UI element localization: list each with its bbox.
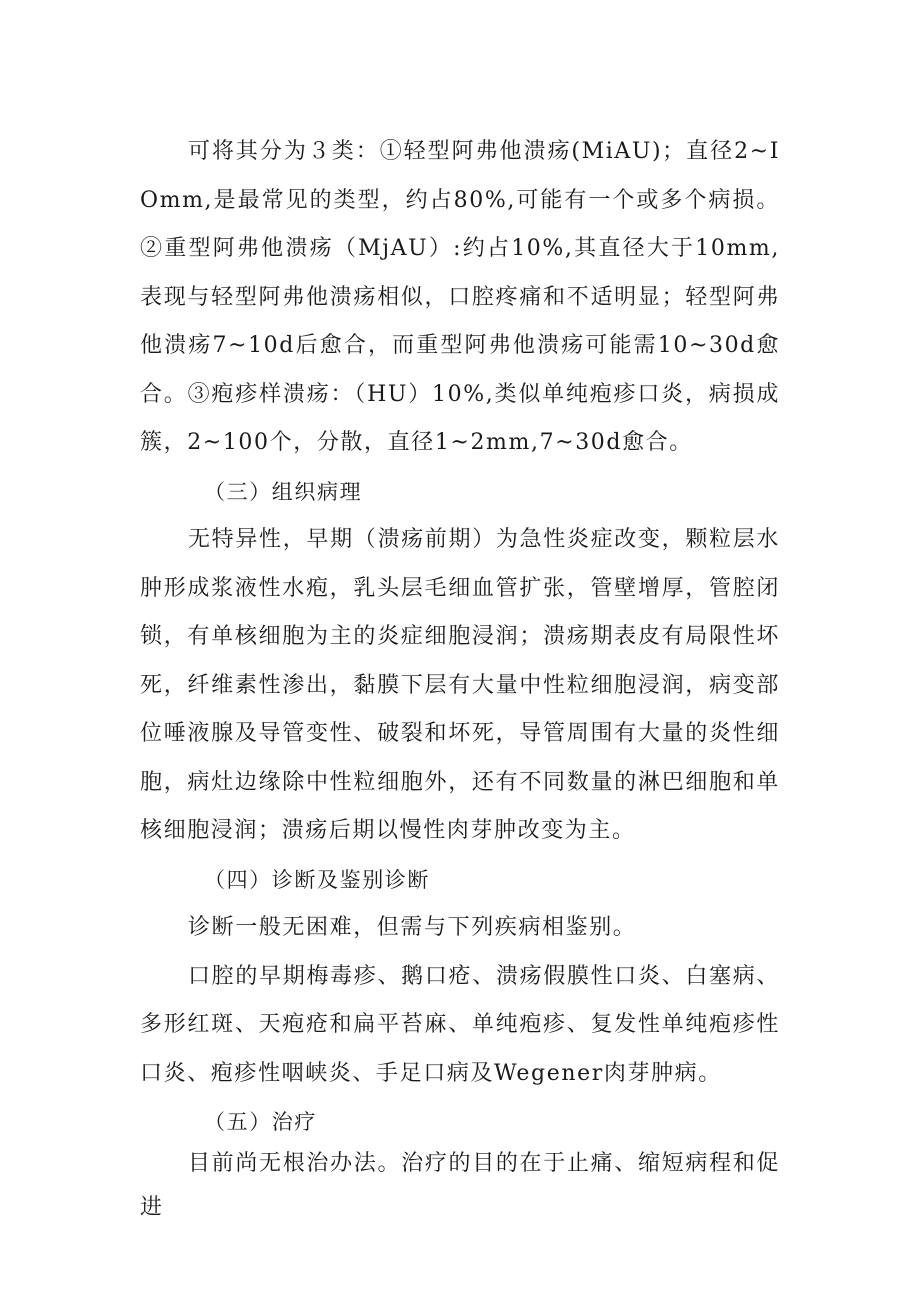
heading-treatment: （五）治疗 [204,1110,317,1134]
document-body [140,128,780,1230]
paragraph-treatment: 目前尚无根治办法。治疗的目的在于止痛、缩短病程和促进 [140,1151,780,1220]
heading-diagnosis: （四）诊断及鉴别诊断 [204,867,430,892]
paragraph-classification: 可将其分为３类：①轻型阿弗他溃疡(MiAU)；直径2~IOmm,是最常见的类型，约占80%,可能有一个或多个病损。②重型阿弗他溃疡（MjAU）:约占10%,其直径大于10mm,表现与轻型阿弗他溃疡相似，口腔疼痛和不适明显；轻型阿弗他溃疡7~10d后愈合，而重型阿弗他溃疡可能需10~30d愈合。③疱疹样溃疡：（HU）10%,类似单纯疱疹口炎，病损成簇，2~100个，分散，直径1~2mm,7~30d愈合。 [140,139,780,455]
heading-pathology: （三）组织病理 [204,479,363,504]
paragraph-differential: 口腔的早期梅毒疹、鹅口疮、溃疡假膜性口炎、白塞病、多形红斑、天疱疮和扁平苔麻、单纯疱疹、复发性单纯疱疹性口炎、疱疹性咽峡炎、手足口病及Wegener肉芽肿病。 [140,963,780,1086]
paragraph-pathology: 无特异性，早期（溃疡前期）为急性炎症改变，颗粒层水肿形成浆液性水疱，乳头层毛细血管扩张，管壁增厚，管腔闭锁，有单核细胞为主的炎症细胞浸润；溃疡期表皮有局限性坏死，纤维素性渗出，黏膜下层有大量中性粒细胞浸润，病变部位唾液腺及导管变性、破裂和坏死，导管周围有大量的炎性细胞，病灶边缘除中性粒细胞外，还有不同数量的淋巴细胞和单核细胞浸润；溃疡后期以慢性肉芽肿改变为主。 [140,527,780,843]
paragraph-diagnosis-intro: 诊断一般无困难，但需与下列疾病相鉴别。 [188,915,637,940]
